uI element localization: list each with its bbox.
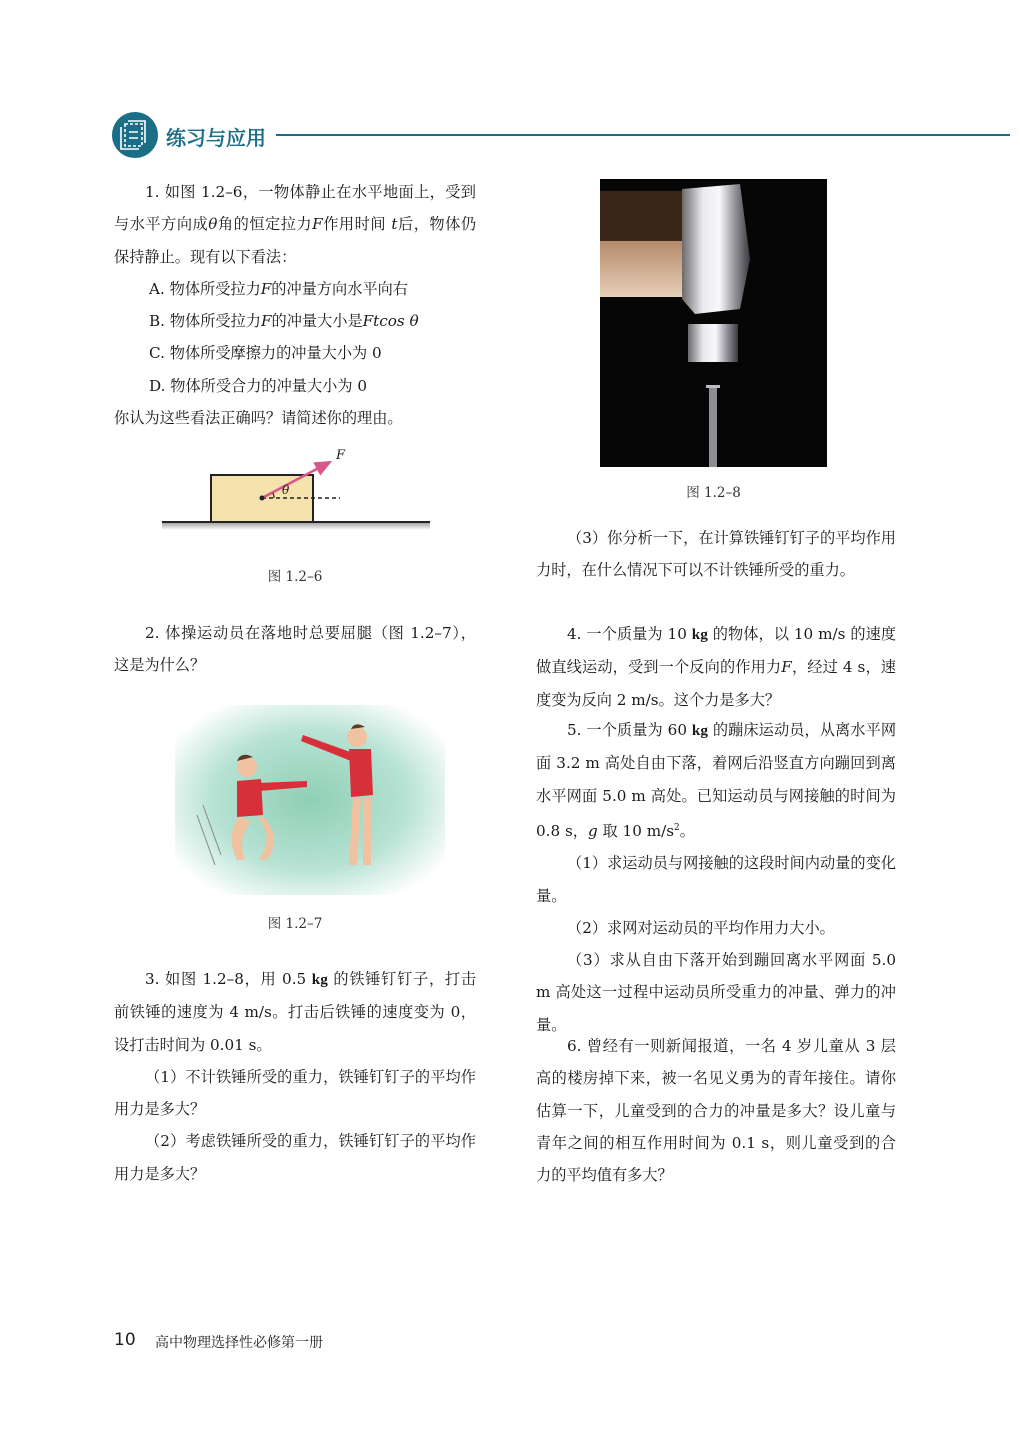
question-5	[536, 714, 896, 1041]
question-4-text	[536, 618, 896, 716]
q4-text: 的物体，以 10 m/s 的速度做直线运动，受到一个反向的作用力	[536, 625, 897, 677]
section-header	[112, 112, 1012, 156]
q5-text: 的蹦床运动员，从离水平网面 3.2 m 高处自由下落，着网后沿竖直方向蹦回到离水平网面 5.0 m 高处。已知运动员与网接触的时间为 0.8 s，	[536, 721, 897, 840]
question-1	[114, 176, 476, 434]
option-text: 物体所受合力的冲量大小为 0	[170, 376, 368, 395]
time-symbol: t	[391, 215, 398, 234]
unit-kg: kg	[311, 971, 328, 988]
question-1-stem	[114, 176, 476, 273]
force-symbol: F	[312, 215, 323, 234]
option-d	[114, 370, 476, 402]
q1-text: 1. 如图 1.2–6，一物体静止在水平地面上，受到与水平方向成	[114, 183, 476, 234]
q3-text: 的铁锤钉钉子，打击前铁锤的速度为 4 m/s。打击后铁锤的速度变为 0，设打击时间为 0.01 s。	[114, 970, 477, 1054]
q5-text: 5. 一个质量为 60	[567, 721, 687, 739]
question-5-stem	[536, 714, 896, 847]
question-3-part-3-block	[536, 522, 896, 587]
book-title: 高中物理选择性必修第一册	[155, 1335, 323, 1351]
force-symbol: F	[781, 658, 792, 677]
force-symbol: F	[260, 312, 272, 331]
question-2	[114, 617, 476, 682]
question-5-part-3: （3）求从自由下落开始到蹦回离水平网面 5.0 m 高处这一过程中运动员所受重力的冲量、弹力的冲量。	[536, 951, 896, 1034]
header-divider	[276, 134, 1010, 136]
question-3-part-3: （3）你分析一下，在计算铁锤钉钉子的平均作用力时，在什么情况下可以不计铁锤所受的重力。	[536, 529, 896, 580]
question-3-part-2: （2）考虑铁锤所受的重力，铁锤钉钉子的平均作用力是多大？	[114, 1132, 476, 1183]
q4-text: 4. 一个质量为 10	[567, 625, 687, 643]
option-c	[114, 337, 476, 369]
question-2-text: 2. 体操运动员在落地时总要屈腿（图 1.2–7），这是为什么？	[114, 624, 476, 675]
question-3	[114, 963, 476, 1190]
angle-label: θ	[282, 483, 290, 497]
exercise-book-icon	[112, 112, 158, 158]
formula: Ftcos θ	[362, 312, 419, 331]
exponent: 2	[674, 822, 680, 833]
q4-text: ，经过 4 s，速度变为反向 2 m/s。这个力是多大？	[536, 658, 896, 709]
question-3-part-1: （1）不计铁锤所受的重力，铁锤钉钉子的平均作用力是多大？	[114, 1067, 476, 1119]
question-6-text: 6. 曾经有一则新闻报道，一名 4 岁儿童从 3 层高的楼房掉下来，被一名见义勇为的青年接住。请你估算一下，儿童受到的合力的冲量是多大？设儿童与青年之间的相互作用时间为 0.1 s，则儿童受到的合力的平均值有多大？	[536, 1037, 896, 1185]
option-text: 物体所受拉力	[169, 279, 261, 298]
force-symbol: F	[260, 279, 272, 298]
q1-text: 作用时间	[322, 215, 387, 234]
page-number: 10	[114, 1330, 136, 1350]
option-label: C.	[149, 344, 165, 363]
figure-1-2-7-gymnasts	[175, 705, 445, 895]
q5-text: 取 10 m/s	[602, 821, 675, 840]
q5-text: 。	[679, 821, 695, 840]
question-1-closing: 你认为这些看法正确吗？请简述你的理由。	[114, 409, 403, 428]
option-label: D.	[149, 376, 166, 395]
unit-kg: kg	[691, 626, 708, 643]
option-text: 物体所受拉力	[169, 312, 261, 331]
option-label: A.	[149, 279, 165, 298]
option-a	[114, 273, 476, 305]
figure-1-2-8-hammer-photo	[600, 179, 827, 467]
figure-caption-1-2-8: 图 1.2–8	[686, 485, 741, 501]
q1-text: 后，物体仍保持静止。现有以下看法：	[114, 215, 477, 266]
figure-caption-1-2-6: 图 1.2–6	[267, 569, 323, 585]
option-text: 的冲量方向水平向右	[271, 279, 408, 298]
option-text: 物体所受摩擦力的冲量大小为 0	[169, 344, 382, 363]
unit-kg: kg	[691, 722, 708, 739]
figure-1-2-6	[162, 450, 432, 532]
question-5-part-2: （2）求网对运动员的平均作用力大小。	[567, 918, 835, 937]
figure-caption-1-2-7: 图 1.2–7	[267, 916, 323, 932]
option-label: B.	[149, 312, 165, 331]
force-label: F	[336, 448, 346, 463]
option-text: 的冲量大小是	[271, 312, 363, 331]
question-5-part-1: （1）求运动员与网接触的这段时间内动量的变化量。	[536, 854, 896, 905]
section-title: 练习与应用	[166, 126, 266, 150]
question-3-stem	[114, 963, 476, 1061]
theta-symbol: θ	[208, 215, 218, 234]
option-b	[114, 305, 476, 337]
gravity-symbol: g	[587, 821, 598, 840]
q3-text: 3. 如图 1.2–8，用 0.5	[145, 970, 307, 988]
question-6	[536, 1030, 896, 1191]
q1-text: 角的恒定拉力	[217, 215, 313, 234]
question-4	[536, 618, 896, 716]
